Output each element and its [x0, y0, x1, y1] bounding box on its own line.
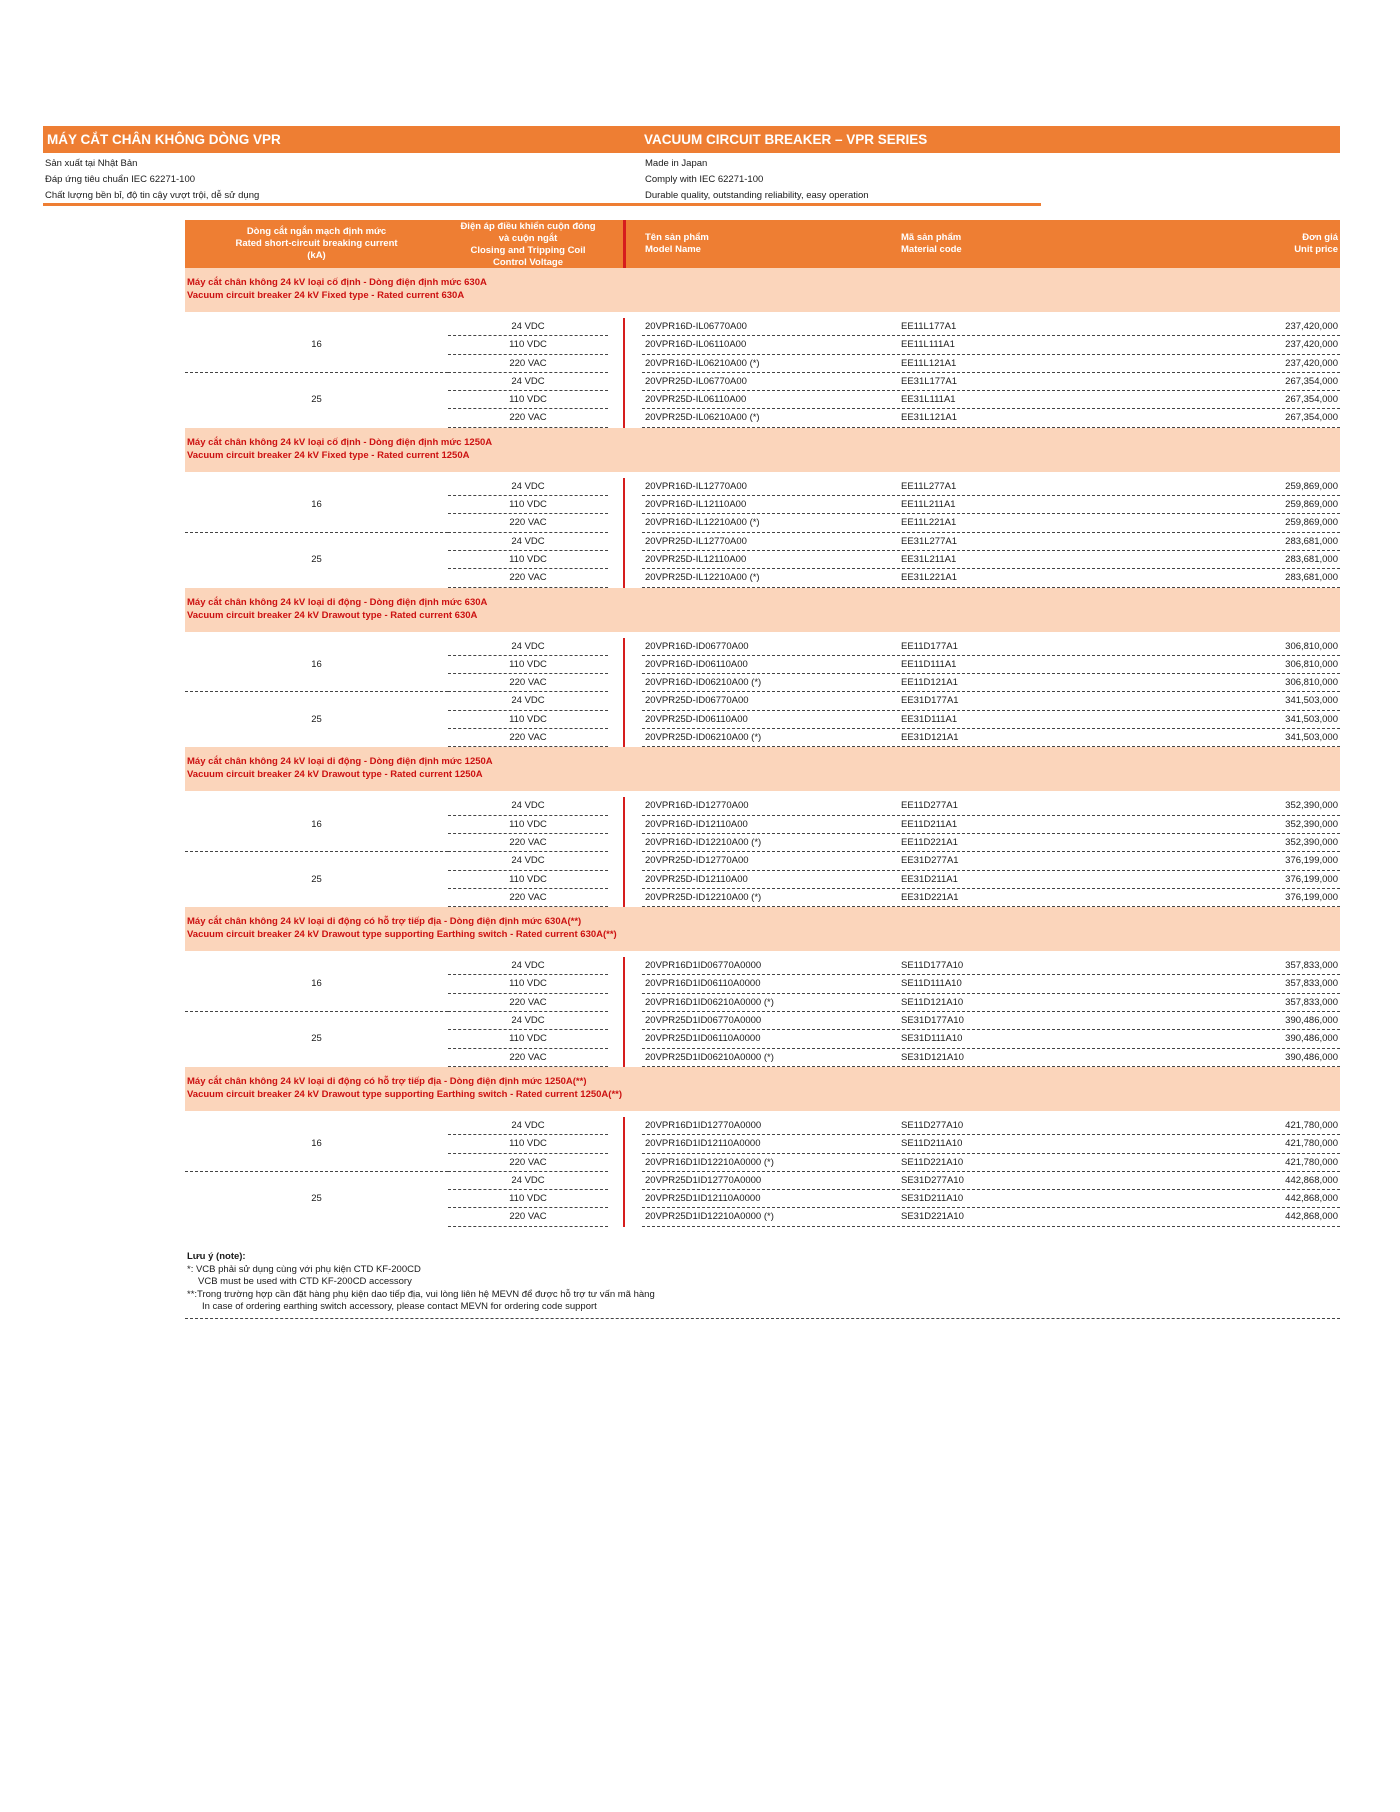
price-cell: 376,199,000	[1285, 891, 1338, 903]
group-header	[185, 428, 1340, 472]
current-rating: 25	[311, 553, 322, 565]
price-cell: 357,833,000	[1285, 978, 1338, 990]
table-row	[185, 569, 1340, 587]
code-cell: EE31D211A1	[901, 873, 958, 885]
voltage-cell: 110 VDC	[509, 553, 547, 565]
price-cell: 442,868,000	[1285, 1174, 1338, 1186]
column-header-price	[1294, 232, 1338, 256]
voltage-cell: 110 VDC	[509, 818, 547, 830]
voltage-cell: 110 VDC	[509, 658, 547, 670]
voltage-cell: 110 VDC	[509, 339, 547, 351]
voltage-cell: 110 VDC	[509, 873, 547, 885]
code-cell: EE31L121A1	[901, 412, 957, 424]
model-cell: 20VPR25D1ID12210A0000 (*)	[645, 1211, 774, 1223]
code-cell: SE31D111A10	[901, 1033, 963, 1045]
header-line: Điện áp điều khiển cuộn đóng	[460, 221, 596, 232]
model-cell: 20VPR25D1ID12110A0000	[645, 1193, 761, 1205]
voltage-cell: 220 VAC	[509, 836, 547, 848]
model-cell: 20VPR25D-ID06110A00	[645, 713, 748, 725]
model-cell: 20VPR25D1ID12770A0000	[645, 1174, 762, 1186]
voltage-cell: 24 VDC	[511, 480, 545, 492]
code-cell: SE11D277A10	[901, 1119, 964, 1131]
voltage-cell: 24 VDC	[511, 640, 545, 652]
table-row	[185, 834, 1340, 852]
current-rating: 16	[311, 658, 322, 670]
code-cell: SE31D277A10	[901, 1174, 964, 1186]
group-header	[185, 907, 1340, 951]
title-vietnamese: MÁY CẮT CHÂN KHÔNG DÒNG VPR	[47, 132, 281, 147]
price-cell: 376,199,000	[1285, 855, 1338, 867]
model-cell: 20VPR16D-ID12210A00 (*)	[645, 836, 762, 848]
code-cell: EE11L121A1	[901, 357, 957, 369]
price-cell: 421,780,000	[1285, 1119, 1338, 1131]
group-title-vi: Máy cắt chân không 24 kV loại di động có hỗ trợ tiếp địa - Dòng điện định mức 630A(**)	[187, 916, 582, 928]
code-cell: EE31D177A1	[901, 695, 959, 707]
model-cell: 20VPR16D1ID06210A0000 (*)	[645, 996, 774, 1008]
current-rating: 25	[311, 713, 322, 725]
price-cell: 341,503,000	[1285, 695, 1338, 707]
table-row	[185, 638, 1340, 656]
price-cell: 341,503,000	[1285, 732, 1338, 744]
table-row	[185, 1172, 1340, 1190]
code-cell: EE11L221A1	[901, 517, 957, 529]
model-cell: 20VPR25D-ID06210A00 (*)	[645, 732, 762, 744]
group-header	[185, 747, 1340, 791]
table-row	[185, 957, 1340, 975]
code-cell: SE11D177A10	[901, 960, 964, 972]
voltage-cell: 220 VAC	[509, 996, 547, 1008]
price-cell: 237,420,000	[1285, 357, 1338, 369]
price-cell: 259,869,000	[1285, 517, 1338, 529]
voltage-cell: 220 VAC	[509, 412, 547, 424]
note-line: *: VCB phải sử dụng cùng với phụ kiện CTD KF-200CD	[187, 1263, 421, 1275]
group-header	[185, 588, 1340, 632]
price-cell: 352,390,000	[1285, 800, 1338, 812]
code-cell: SE11D111A10	[901, 978, 962, 990]
note-line: **:Trong trường hợp cần đặt hàng phụ kiện dao tiếp địa, vui lòng liên hệ MEVN để được hỗ trợ tư vấn mã hàng	[187, 1288, 655, 1300]
voltage-cell: 110 VDC	[509, 1193, 547, 1205]
voltage-cell: 220 VAC	[509, 891, 547, 903]
column-header-code	[901, 232, 962, 256]
group-title-en: Vacuum circuit breaker 24 kV Drawout type - Rated current 630A	[187, 609, 478, 621]
table-row	[185, 1117, 1340, 1135]
row-divider	[448, 1226, 608, 1227]
price-cell: 421,780,000	[1285, 1138, 1338, 1150]
voltage-cell: 110 VDC	[509, 394, 547, 406]
model-cell: 20VPR25D-ID12770A00	[645, 855, 749, 867]
column-separator	[623, 478, 625, 588]
current-rating: 25	[311, 1193, 322, 1205]
code-cell: EE31L177A1	[901, 375, 957, 387]
model-cell: 20VPR16D-ID06110A00	[645, 658, 748, 670]
model-cell: 20VPR25D1ID06770A0000	[645, 1015, 762, 1027]
price-cell: 306,810,000	[1285, 640, 1338, 652]
model-cell: 20VPR16D-IL12110A00	[645, 499, 747, 511]
model-cell: 20VPR16D1ID06110A0000	[645, 978, 761, 990]
voltage-cell: 220 VAC	[509, 1156, 547, 1168]
price-cell: 237,420,000	[1285, 321, 1338, 332]
code-cell: SE11D221A10	[901, 1156, 964, 1168]
title-bar	[43, 126, 1340, 153]
group-title-en: Vacuum circuit breaker 24 kV Drawout type supporting Earthing switch - Rated current 630A(**)	[187, 929, 617, 941]
code-cell: EE11D121A1	[901, 677, 958, 689]
header-line: Control Voltage	[492, 257, 564, 267]
price-cell: 442,868,000	[1285, 1193, 1338, 1205]
price-cell: 357,833,000	[1285, 996, 1338, 1008]
header-line: (kA)	[307, 250, 326, 261]
voltage-cell: 24 VDC	[511, 535, 545, 547]
header-line: Closing and Tripping Coil	[470, 245, 586, 256]
header-line: Tên sản phẩm	[645, 232, 709, 243]
voltage-cell: 24 VDC	[511, 960, 545, 972]
header-line: Material code	[901, 244, 962, 255]
table-row	[185, 409, 1340, 427]
header-line: Dòng cắt ngắn mạch định mức	[246, 226, 387, 237]
voltage-cell: 220 VAC	[509, 732, 547, 744]
model-cell: 20VPR16D1ID12110A0000	[645, 1138, 761, 1150]
table-row	[185, 318, 1340, 336]
group-header	[185, 1067, 1340, 1111]
price-cell: 357,833,000	[1285, 960, 1338, 972]
model-cell: 20VPR16D-IL06110A00	[645, 339, 747, 351]
model-cell: 20VPR25D-IL12770A00	[645, 535, 747, 547]
group-header	[185, 268, 1340, 312]
info-line: Made in Japan	[645, 158, 708, 169]
note-line: VCB must be used with CTD KF-200CD accessory	[198, 1276, 412, 1287]
header-line: Rated short-circuit breaking current	[235, 238, 398, 249]
column-separator	[623, 957, 625, 1067]
info-divider	[43, 203, 1041, 206]
column-separator	[623, 1117, 625, 1227]
price-cell: 390,486,000	[1285, 1051, 1338, 1063]
model-cell: 20VPR16D-IL06770A00	[645, 321, 747, 332]
group-block	[185, 791, 1340, 907]
price-cell: 283,681,000	[1285, 553, 1338, 565]
table-row	[185, 355, 1340, 373]
table-row	[185, 1049, 1340, 1067]
column-separator	[623, 797, 625, 907]
voltage-cell: 24 VDC	[511, 1119, 545, 1131]
price-cell: 306,810,000	[1285, 677, 1338, 689]
group-block	[185, 1111, 1340, 1227]
notes-divider	[185, 1318, 1340, 1319]
model-cell: 20VPR16D-ID12770A00	[645, 800, 749, 812]
voltage-cell: 24 VDC	[511, 800, 545, 812]
voltage-cell: 220 VAC	[509, 357, 547, 369]
info-line: Sản xuất tại Nhật Bản	[45, 158, 138, 169]
code-cell: SE31D221A10	[901, 1211, 964, 1223]
group-title-vi: Máy cắt chân không 24 kV loại cố định - Dòng điện định mức 630A	[187, 277, 487, 288]
code-cell: SE11D211A10	[901, 1138, 963, 1150]
price-cell: 237,420,000	[1285, 339, 1338, 351]
current-rating: 25	[311, 394, 322, 406]
model-cell: 20VPR25D1ID06110A0000	[645, 1033, 761, 1045]
code-cell: EE11D177A1	[901, 640, 958, 652]
model-cell: 20VPR16D1ID12770A0000	[645, 1119, 762, 1131]
column-separator	[623, 638, 625, 748]
column-header-model	[645, 232, 709, 256]
table-row	[185, 674, 1340, 692]
code-cell: EE11L277A1	[901, 480, 957, 492]
code-cell: EE31D111A1	[901, 713, 958, 725]
price-cell: 283,681,000	[1285, 572, 1338, 584]
code-cell: EE31D121A1	[901, 732, 959, 744]
code-cell: EE31L111A1	[901, 394, 956, 406]
header-line: Mã sản phẩm	[901, 232, 962, 243]
code-cell: SE31D211A10	[901, 1193, 964, 1205]
model-cell: 20VPR25D-ID06770A00	[645, 695, 749, 707]
price-cell: 442,868,000	[1285, 1211, 1338, 1223]
code-cell: EE11D277A1	[901, 800, 958, 812]
row-divider	[642, 1226, 1340, 1227]
voltage-cell: 24 VDC	[511, 1015, 545, 1027]
model-cell: 20VPR16D1ID06770A0000	[645, 960, 762, 972]
voltage-cell: 220 VAC	[509, 517, 547, 529]
group-block	[185, 951, 1340, 1067]
model-cell: 20VPR25D1ID06210A0000 (*)	[645, 1051, 774, 1063]
code-cell: EE31D221A1	[901, 891, 959, 903]
model-cell: 20VPR16D-ID06770A00	[645, 640, 749, 652]
info-vietnamese	[45, 156, 259, 204]
title-english: VACUUM CIRCUIT BREAKER – VPR SERIES	[644, 132, 928, 147]
model-cell: 20VPR16D-ID06210A00 (*)	[645, 677, 762, 689]
table-row	[185, 994, 1340, 1012]
info-line: Đáp ứng tiêu chuẩn IEC 62271-100	[45, 174, 196, 185]
current-rating: 25	[311, 873, 322, 885]
table-row	[185, 373, 1340, 391]
note-line: In case of ordering earthing switch accessory, please contact MEVN for ordering code support	[202, 1301, 597, 1312]
column-header-current	[185, 226, 448, 262]
info-english	[645, 156, 869, 204]
voltage-cell: 110 VDC	[509, 1138, 547, 1150]
table-row	[185, 889, 1340, 907]
group-block	[185, 312, 1340, 428]
header-line: Model Name	[645, 244, 701, 255]
table-row	[185, 729, 1340, 747]
price-cell: 421,780,000	[1285, 1156, 1338, 1168]
price-cell: 390,486,000	[1285, 1015, 1338, 1027]
current-rating: 16	[311, 499, 322, 511]
price-cell: 267,354,000	[1285, 394, 1338, 406]
voltage-cell: 24 VDC	[511, 321, 545, 332]
code-cell: EE11D221A1	[901, 836, 958, 848]
model-cell: 20VPR16D-IL12770A00	[645, 480, 747, 492]
model-cell: 20VPR25D-IL06770A00	[645, 375, 747, 387]
table-row	[185, 1208, 1340, 1226]
price-cell: 390,486,000	[1285, 1033, 1338, 1045]
header-line: Đơn giá	[1302, 232, 1338, 243]
model-cell: 20VPR16D-IL12210A00 (*)	[645, 517, 760, 529]
voltage-cell: 110 VDC	[509, 1033, 547, 1045]
model-cell: 20VPR16D-ID12110A00	[645, 818, 748, 830]
current-rating: 16	[311, 818, 322, 830]
price-cell: 259,869,000	[1285, 499, 1338, 511]
group-title-vi: Máy cắt chân không 24 kV loại di động - Dòng điện định mức 630A	[187, 596, 488, 608]
model-cell: 20VPR25D-ID12110A00	[645, 873, 748, 885]
code-cell: EE11D211A1	[901, 818, 958, 830]
table-header	[185, 220, 1340, 268]
table-row	[185, 852, 1340, 870]
group-title-en: Vacuum circuit breaker 24 kV Drawout type - Rated current 1250A	[187, 769, 483, 781]
code-cell: EE11L211A1	[901, 499, 956, 511]
price-cell: 283,681,000	[1285, 535, 1338, 547]
voltage-cell: 110 VDC	[509, 978, 547, 990]
notes	[187, 1251, 655, 1314]
code-cell: SE11D121A10	[901, 996, 964, 1008]
header-line: Unit price	[1294, 244, 1338, 255]
table-row	[185, 797, 1340, 815]
model-cell: 20VPR25D-IL06110A00	[645, 394, 747, 406]
voltage-cell: 110 VDC	[509, 499, 547, 511]
group-title-en: Vacuum circuit breaker 24 kV Drawout type supporting Earthing switch - Rated current 1250A(**)	[187, 1088, 623, 1100]
model-cell: 20VPR16D1ID12210A0000 (*)	[645, 1156, 774, 1168]
current-rating: 16	[311, 1138, 322, 1150]
group-title-en: Vacuum circuit breaker 24 kV Fixed type - Rated current 630A	[187, 290, 465, 301]
code-cell: SE31D177A10	[901, 1015, 964, 1027]
group-title-vi: Máy cắt chân không 24 kV loại di động có hỗ trợ tiếp địa - Dòng điện định mức 1250A(**)	[187, 1075, 587, 1087]
group-title-vi: Máy cắt chân không 24 kV loại di động - Dòng điện định mức 1250A	[187, 756, 493, 768]
price-cell: 341,503,000	[1285, 713, 1338, 725]
header-line: và cuộn ngắt	[498, 233, 558, 244]
group-title-en: Vacuum circuit breaker 24 kV Fixed type - Rated current 1250A	[187, 449, 470, 461]
price-cell: 352,390,000	[1285, 818, 1338, 830]
group-block	[185, 632, 1340, 748]
code-cell: EE31L277A1	[901, 535, 957, 547]
column-header-voltage	[448, 221, 608, 267]
code-cell: SE31D121A10	[901, 1051, 964, 1063]
voltage-cell: 24 VDC	[511, 375, 545, 387]
info-line: Comply with IEC 62271-100	[645, 174, 764, 185]
voltage-cell: 220 VAC	[509, 572, 547, 584]
code-cell: EE31D277A1	[901, 855, 959, 867]
price-cell: 306,810,000	[1285, 658, 1338, 670]
table-row	[185, 1154, 1340, 1172]
model-cell: 20VPR25D-ID12210A00 (*)	[645, 891, 762, 903]
code-cell: EE11L177A1	[901, 321, 957, 332]
code-cell: EE31L221A1	[901, 572, 957, 584]
code-cell: EE11L111A1	[901, 339, 955, 351]
model-cell: 20VPR25D-IL12110A00	[645, 553, 747, 565]
column-separator	[623, 318, 625, 428]
code-cell: EE11D111A1	[901, 658, 957, 670]
info-line: Chất lượng bền bỉ, độ tin cậy vượt trội, dễ sử dụng	[45, 190, 260, 201]
voltage-cell: 24 VDC	[511, 695, 545, 707]
info-line: Durable quality, outstanding reliability, easy operation	[645, 190, 869, 201]
table-row	[185, 692, 1340, 710]
price-table-body	[185, 268, 1340, 1227]
price-cell: 259,869,000	[1285, 480, 1338, 492]
group-block	[185, 472, 1340, 588]
voltage-cell: 220 VAC	[509, 1211, 547, 1223]
current-rating: 16	[311, 339, 322, 351]
model-cell: 20VPR25D-IL12210A00 (*)	[645, 572, 760, 584]
group-title-vi: Máy cắt chân không 24 kV loại cố định - Dòng điện định mức 1250A	[187, 436, 493, 448]
price-cell: 376,199,000	[1285, 873, 1338, 885]
table-row	[185, 478, 1340, 496]
table-row	[185, 514, 1340, 532]
code-cell: EE31L211A1	[901, 553, 957, 565]
current-rating: 16	[311, 978, 322, 990]
notes-title: Lưu ý (note):	[187, 1251, 246, 1262]
voltage-cell: 220 VAC	[509, 677, 547, 689]
voltage-cell: 24 VDC	[511, 1174, 545, 1186]
price-cell: 352,390,000	[1285, 836, 1338, 848]
model-cell: 20VPR16D-IL06210A00 (*)	[645, 357, 760, 369]
voltage-cell: 24 VDC	[511, 855, 545, 867]
price-cell: 267,354,000	[1285, 412, 1338, 424]
header-separator	[623, 220, 626, 268]
model-cell: 20VPR25D-IL06210A00 (*)	[645, 412, 760, 424]
price-cell: 267,354,000	[1285, 375, 1338, 387]
voltage-cell: 110 VDC	[509, 713, 547, 725]
voltage-cell: 220 VAC	[509, 1051, 547, 1063]
current-rating: 25	[311, 1033, 322, 1045]
table-row	[185, 533, 1340, 551]
table-row	[185, 1012, 1340, 1030]
